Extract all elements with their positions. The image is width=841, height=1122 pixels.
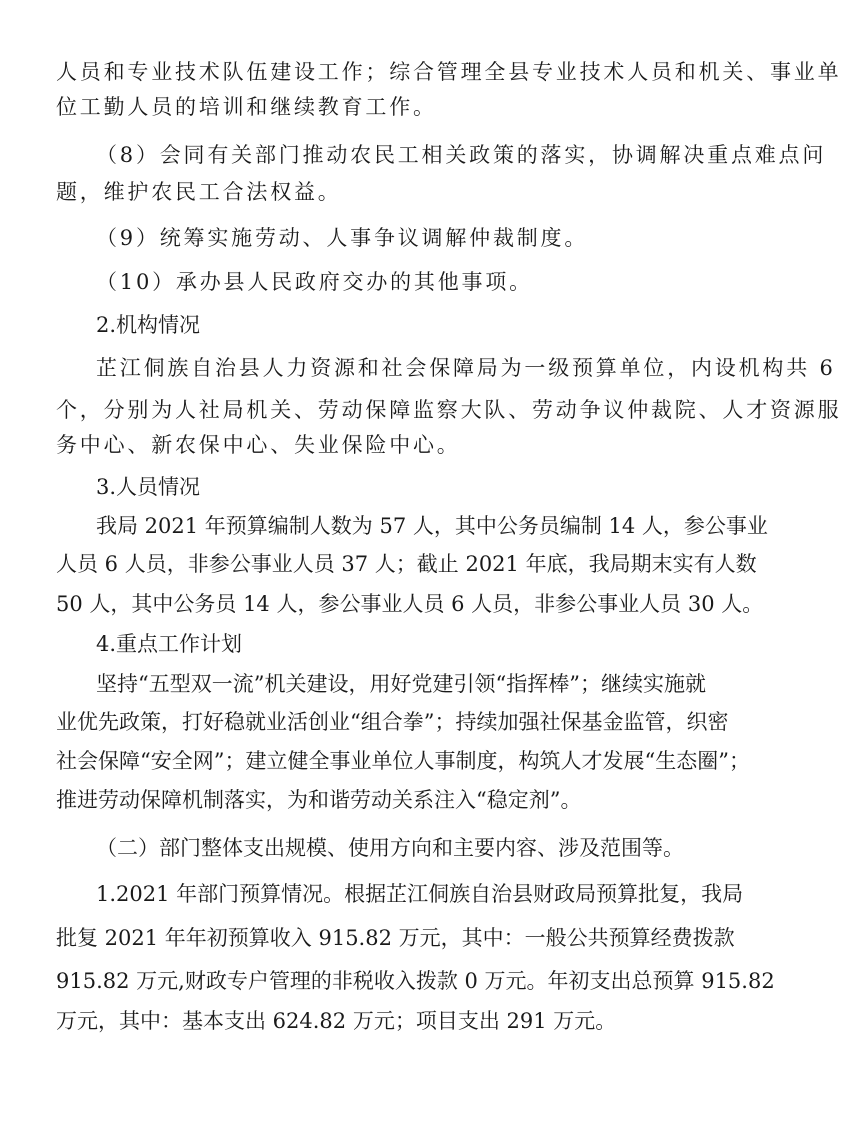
- section-heading-institutions: 2.机构情况: [96, 313, 201, 337]
- paragraph-line: 务中心、新农保中心、失业保险中心。: [56, 433, 461, 457]
- paragraph-line: 人员和专业技术队伍建设工作；综合管理全县专业技术人员和机关、事业单: [56, 60, 841, 84]
- section-heading-work-plan: 4.重点工作计划: [96, 632, 243, 656]
- paragraph-line: 坚持“五型双一流”机关建设，用好党建引领“指挥棒”；继续实施就: [96, 672, 706, 696]
- list-item-8: （8）会同有关部门推动农民工相关政策的落实，协调解决重点难点问: [96, 143, 827, 167]
- paragraph-line: 位工勤人员的培训和继续教育工作。: [56, 95, 437, 119]
- paragraph-line: 芷江侗族自治县人力资源和社会保障局为一级预算单位，内设机构共 6: [96, 356, 836, 380]
- paragraph-line: 社会保障“安全网”；建立健全事业单位人事制度，构筑人才发展“生态圈”；: [56, 749, 750, 773]
- paragraph-line: 我局 2021 年预算编制人数为 57 人，其中公务员编制 14 人，参公事业: [96, 514, 768, 538]
- paragraph-line: 个，分别为人社局机关、劳动保障监察大队、劳动争议仲裁院、人才资源服: [56, 398, 841, 422]
- section-heading-personnel: 3.人员情况: [96, 475, 201, 499]
- paragraph-line: 人员 6 人员，非参公事业人员 37 人；截止 2021 年底，我局期末实有人数: [56, 552, 757, 576]
- paragraph-line: 推进劳动保障机制落实，为和谐劳动关系注入“稳定剂”。: [56, 788, 582, 812]
- paragraph-line: 1.2021 年部门预算情况。根据芷江侗族自治县财政局预算批复，我局: [96, 882, 744, 906]
- paragraph-line: 批复 2021 年年初预算收入 915.82 万元，其中：一般公共预算经费拨款: [56, 926, 735, 950]
- list-item-10: （10）承办县人民政府交办的其他事项。: [96, 270, 533, 294]
- list-item-9: （9）统筹实施劳动、人事争议调解仲裁制度。: [96, 226, 589, 250]
- paragraph-line: 50 人，其中公务员 14 人，参公事业人员 6 人员，非参公事业人员 30 人。: [56, 592, 764, 616]
- paragraph-line: 万元，其中：基本支出 624.82 万元；项目支出 291 万元。: [56, 1009, 617, 1033]
- section-heading-expenditure: （二）部门整体支出规模、使用方向和主要内容、涉及范围等。: [96, 836, 684, 860]
- paragraph-line: 业优先政策，打好稳就业活创业“组合拳”；持续加强社保基金监管，织密: [56, 710, 729, 734]
- paragraph-line: 题，维护农民工合法权益。: [56, 180, 342, 204]
- paragraph-line: 915.82 万元,财政专户管理的非税收入拨款 0 万元。年初支出总预算 915.82: [56, 969, 775, 993]
